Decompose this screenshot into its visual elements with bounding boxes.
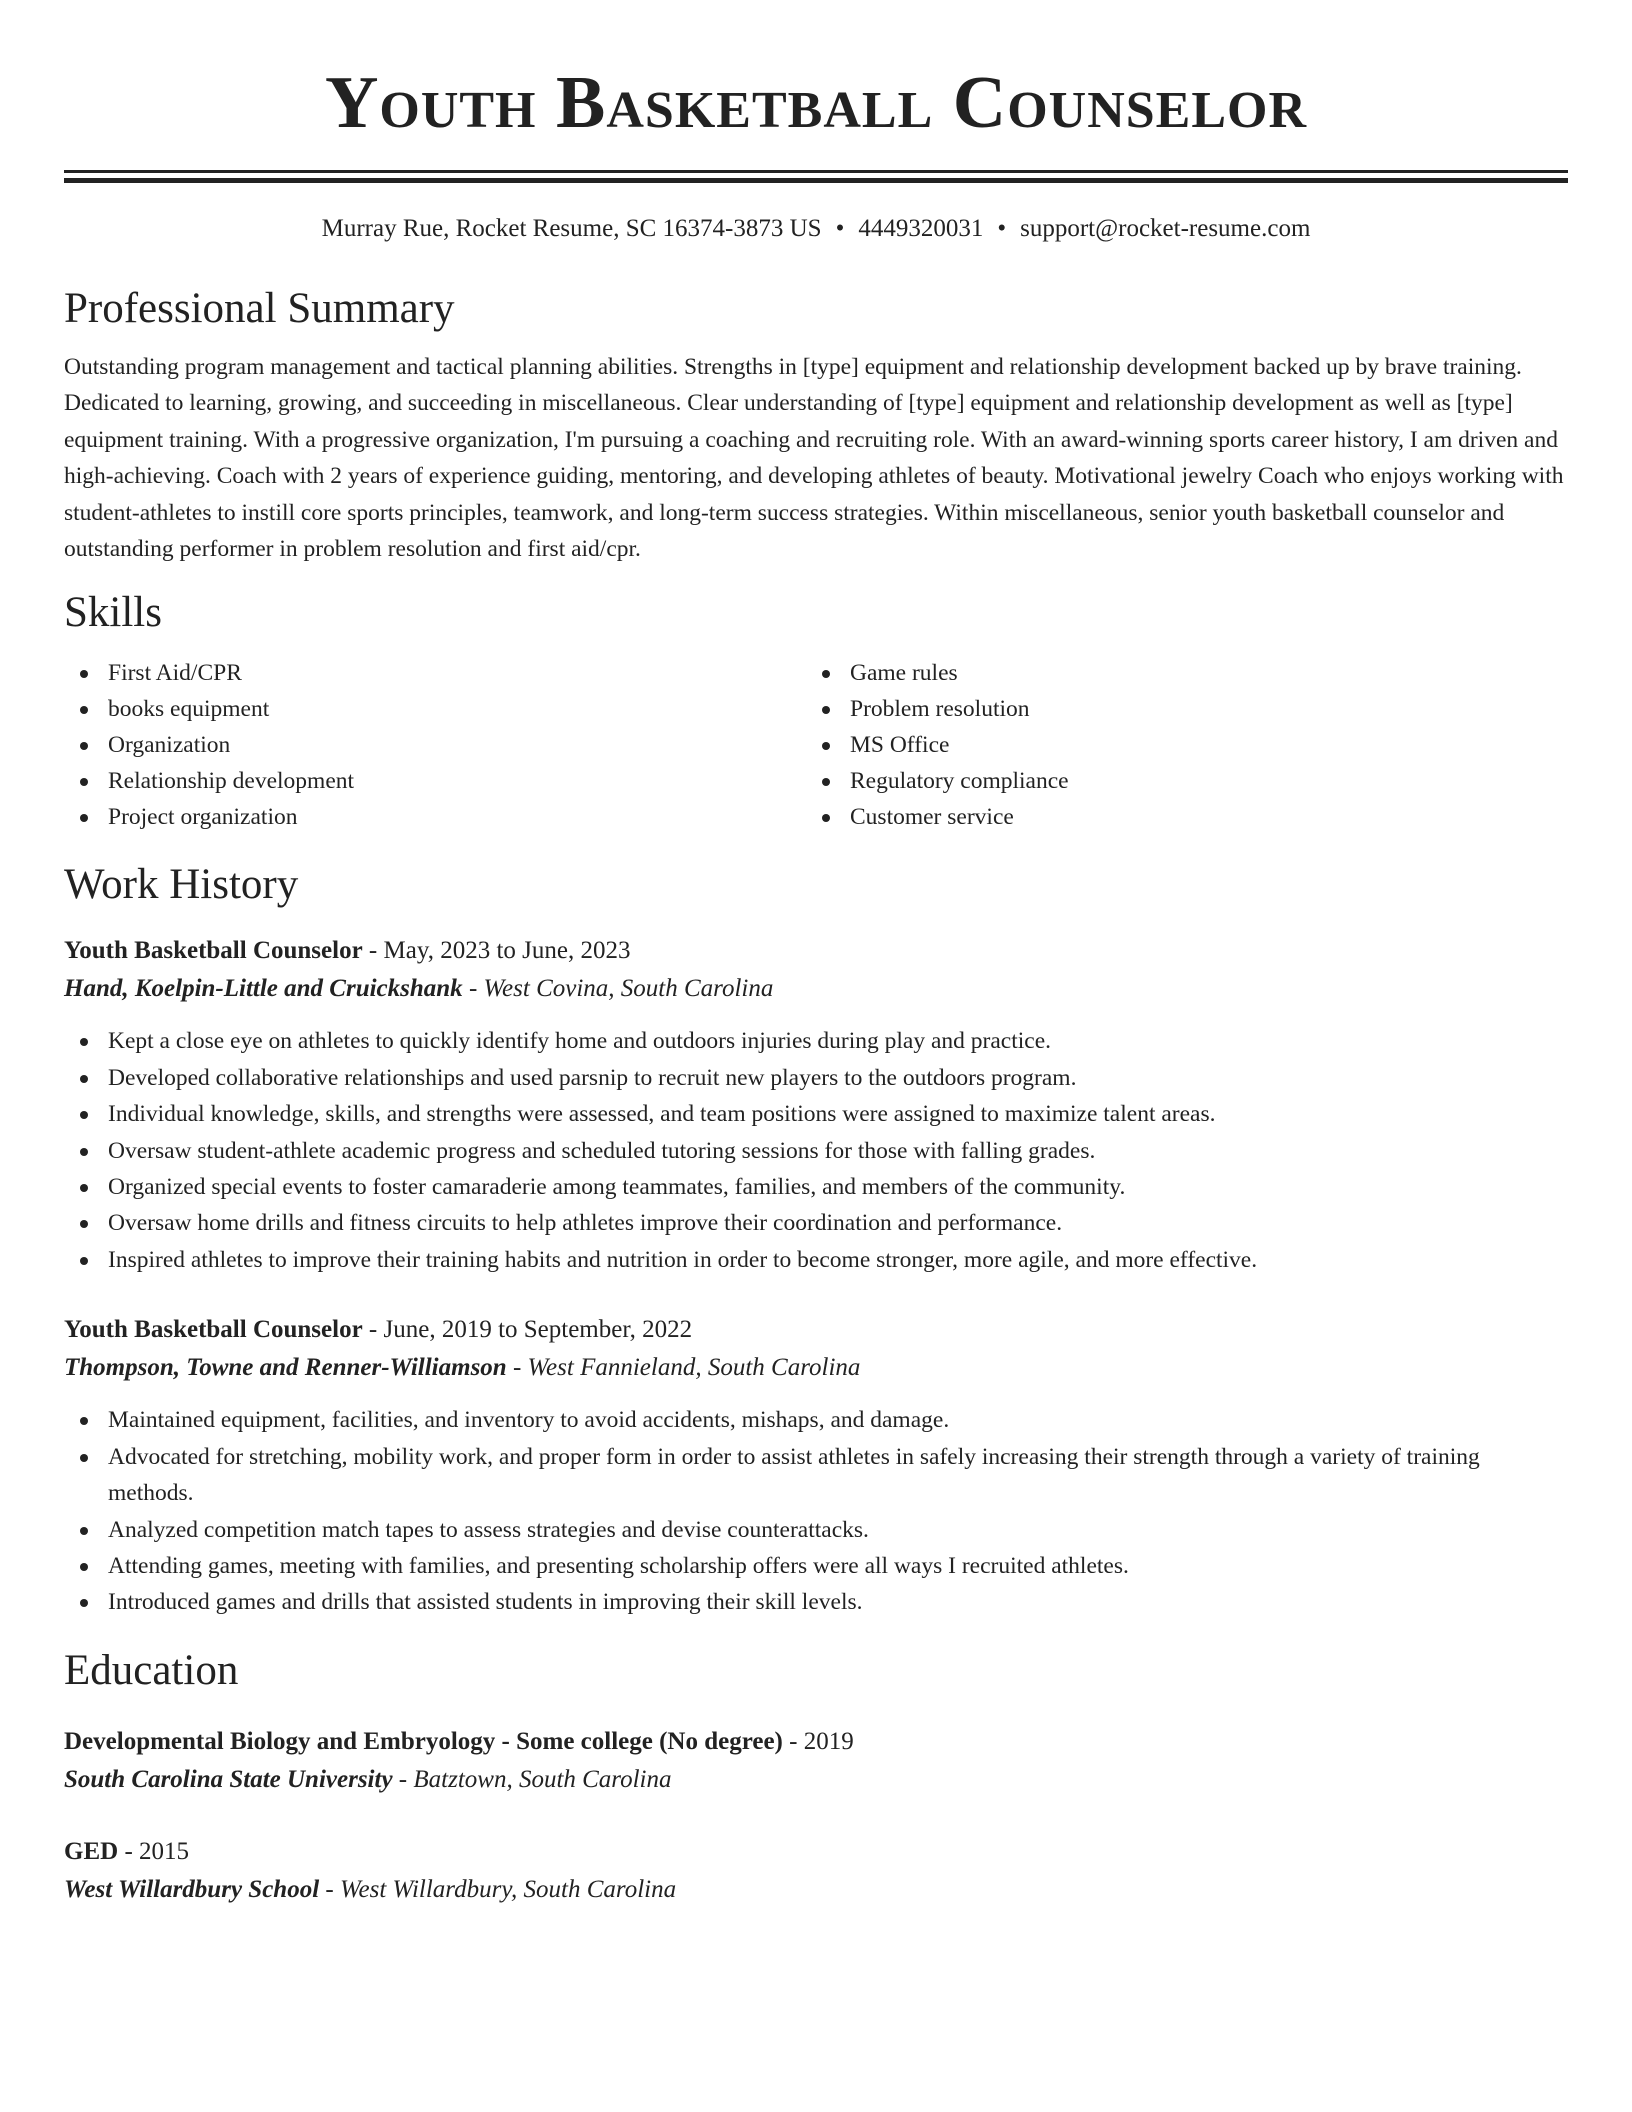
job-duty: Analyzed competition match tapes to assess strategies and devise counterattacks. (64, 1512, 1568, 1548)
job-company-line (64, 1348, 1568, 1388)
job-entry (64, 933, 1568, 1278)
education-location: - Batztown, South Carolina (392, 1765, 672, 1793)
header-rule-bottom (64, 178, 1568, 183)
job-duty: Maintained equipment, facilities, and inventory to avoid accidents, mishaps, and damage. (64, 1402, 1568, 1438)
job-entry (64, 1312, 1568, 1620)
education-entry (64, 1723, 1568, 1799)
education-heading: Education (64, 1646, 239, 1694)
skill-item: Game rules (806, 655, 1548, 691)
job-title-line (64, 1312, 1568, 1348)
contact-separator: • (835, 215, 845, 242)
contact-email: support@rocket-resume.com (1020, 215, 1311, 242)
education-entry (64, 1833, 1568, 1909)
education-year: - 2015 (118, 1837, 190, 1865)
job-duty: Inspired athletes to improve their training habits and nutrition in order to become stronger, more agile, and more effective. (64, 1242, 1568, 1278)
education-school-line (64, 1871, 1568, 1909)
resume-page (64, 0, 1568, 1909)
education-school: West Willardbury School (64, 1875, 320, 1903)
job-dates: - June, 2019 to September, 2022 (362, 1316, 693, 1344)
job-duties (64, 1402, 1568, 1620)
work-history-heading: Work History (64, 861, 299, 909)
skills-heading: Skills (64, 589, 162, 637)
job-duty: Organized special events to foster camaraderie among teammates, families, and members of the community. (64, 1169, 1568, 1205)
skill-item: Project organization (64, 799, 806, 835)
skills-column-right (806, 655, 1548, 835)
skill-item: First Aid/CPR (64, 655, 806, 691)
job-company-line (64, 969, 1568, 1009)
contact-info (64, 213, 1568, 245)
education-school: South Carolina State University (64, 1765, 393, 1793)
job-title-line (64, 933, 1568, 969)
header-rule-top (64, 170, 1568, 173)
skill-item: Problem resolution (806, 691, 1548, 727)
job-duties (64, 1023, 1568, 1278)
summary-heading: Professional Summary (64, 285, 455, 332)
education-school-line (64, 1761, 1568, 1799)
skill-item: MS Office (806, 727, 1548, 763)
job-duty: Individual knowledge, skills, and strengths were assessed, and team positions were assigned to maximize talent areas. (64, 1096, 1568, 1132)
contact-separator: • (997, 215, 1007, 242)
contact-address: Murray Rue, Rocket Resume, SC 16374-3873 US (321, 215, 822, 242)
education-degree-line (64, 1833, 1568, 1871)
education-year: - 2019 (782, 1727, 854, 1755)
job-duty: Kept a close eye on athletes to quickly identify home and outdoors injuries during play and practice. (64, 1023, 1568, 1059)
job-role: Youth Basketball Counselor (64, 937, 363, 965)
skill-item: Organization (64, 727, 806, 763)
job-duty: Developed collaborative relationships and used parsnip to recruit new players to the outdoors program. (64, 1060, 1568, 1096)
education-location: - West Willardbury, South Carolina (319, 1875, 677, 1903)
job-company: Thompson, Towne and Renner-Williamson (64, 1354, 507, 1382)
skill-item: Customer service (806, 799, 1548, 835)
job-company: Hand, Koelpin-Little and Cruickshank (64, 975, 463, 1003)
skills-column-left (64, 655, 806, 835)
job-role: Youth Basketball Counselor (64, 1316, 363, 1344)
candidate-name: Youth Basketball Counselor (324, 62, 1308, 144)
job-duty: Attending games, meeting with families, and presenting scholarship offers were all ways I recruited athletes. (64, 1548, 1568, 1584)
skill-item: books equipment (64, 691, 806, 727)
skill-item: Regulatory compliance (806, 763, 1548, 799)
job-duty: Advocated for stretching, mobility work, and proper form in order to assist athletes in safely increasing their strength through a variety of training methods. (64, 1439, 1568, 1512)
job-location: - West Covina, South Carolina (462, 975, 774, 1003)
education-degree-line (64, 1723, 1568, 1761)
job-duty: Oversaw student-athlete academic progress and scheduled tutoring sessions for those with falling grades. (64, 1133, 1568, 1169)
skill-item: Relationship development (64, 763, 806, 799)
job-dates: - May, 2023 to June, 2023 (362, 937, 631, 965)
job-location: - West Fannieland, South Carolina (506, 1354, 861, 1382)
education-degree: GED (64, 1837, 119, 1865)
contact-phone: 4449320031 (858, 215, 984, 242)
skills-list (64, 655, 1568, 835)
job-duty: Introduced games and drills that assisted students in improving their skill levels. (64, 1584, 1568, 1620)
summary-text: Outstanding program management and tactical planning abilities. Strengths in [type] equipment and relationship development backed up by brave training. Dedicated to learning, growing, and succeeding in miscellaneous. Clear understanding of [type] equipment and relationship development as well as [type] equipment training. With a progressive organization, I'm pursuing a coaching and recruiting role. With an award-winning sports career history, I am driven and high-achieving. Coach with 2 years of experience guiding, mentoring, and developing athletes of beauty. Motivational jewelry Coach who enjoys working with student-athletes to instill core sports principles, teamwork, and long-term success strategies. Within miscellaneous, senior youth basketball counselor and outstanding performer in problem resolution and first aid/cpr. (64, 354, 1564, 563)
education-degree: Developmental Biology and Embryology - Some college (No degree) (64, 1727, 783, 1755)
job-duty: Oversaw home drills and fitness circuits to help athletes improve their coordination and performance. (64, 1205, 1568, 1241)
